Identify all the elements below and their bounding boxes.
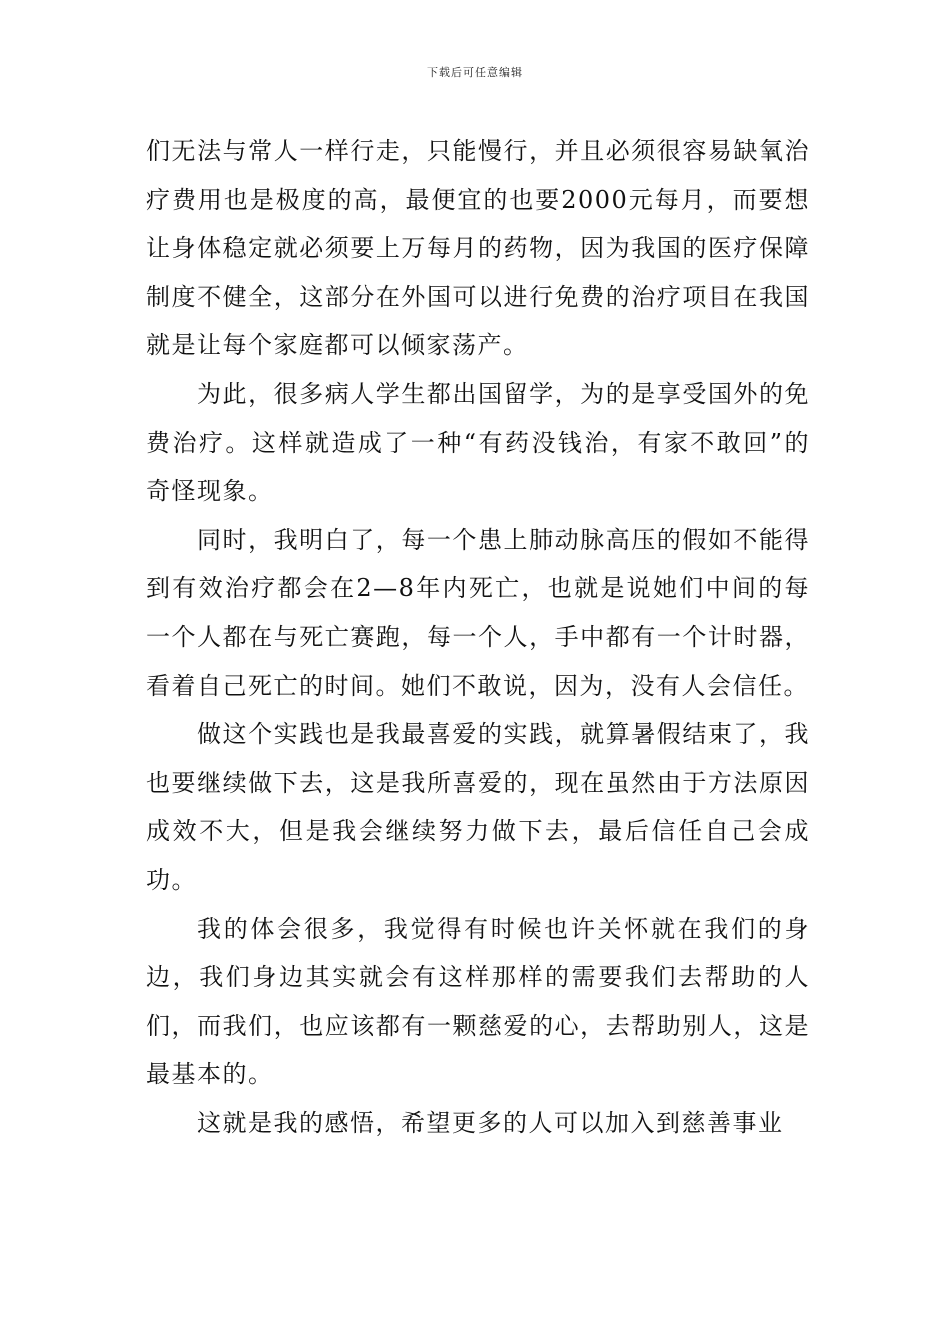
header-note: 下载后可任意编辑	[427, 66, 523, 79]
document-body	[146, 127, 810, 1147]
paragraph: 们无法与常人一样行走，只能慢行，并且必须很容易缺氧治疗费用也是极度的高，最便宜的也要2000元每月，而要想让身体稳定就必须要上万每月的药物，因为我国的医疗保障制度不健全，这部分在外国可以进行免费的治疗项目在我国就是让每个家庭都可以倾家荡产。	[146, 137, 810, 360]
paragraph: 做这个实践也是我最喜爱的实践，就算暑假结束了，我也要继续做下去，这是我所喜爱的，现在虽然由于方法原因成效不大，但是我会继续努力做下去，最后信任自己会成功。	[146, 720, 810, 894]
paragraph: 为此，很多病人学生都出国留学，为的是享受国外的免费治疗。这样就造成了一种“有药没钱治，有家不敢回”的奇怪现象。	[146, 379, 810, 506]
paragraph: 我的体会很多，我觉得有时候也许关怀就在我们的身边，我们身边其实就会有这样那样的需要我们去帮助的人们，而我们，也应该都有一颗慈爱的心，去帮助别人，这是最基本的。	[146, 914, 810, 1089]
paragraph: 这就是我的感悟，希望更多的人可以加入到慈善事业	[197, 1108, 784, 1137]
paragraph: 同时，我明白了，每一个患上肺动脉高压的假如不能得到有效治疗都会在2—8年内死亡，也就是说她们中间的每一个人都在与死亡赛跑，每一个人，手中都有一个计时器，看着自己死亡的时间。她们不敢说，因为，没有人会信任。	[146, 525, 810, 700]
